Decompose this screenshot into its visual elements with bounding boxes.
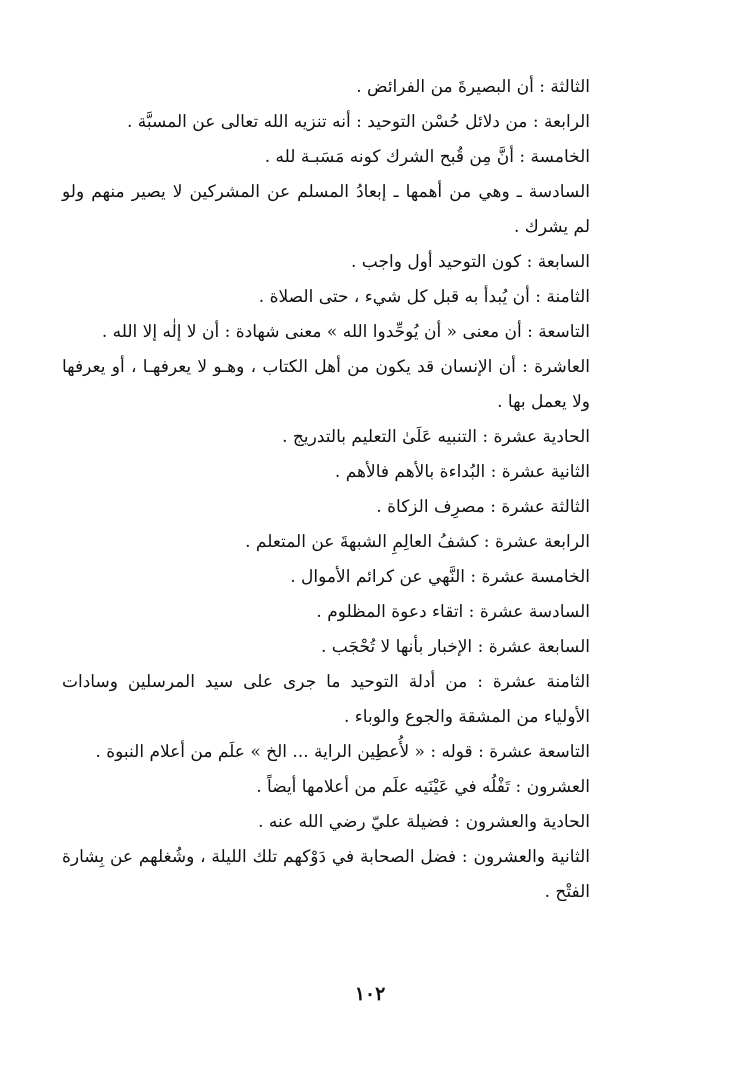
issue-item: السابعة عشرة : الإخبار بأنها لا تُحْجَب . (320, 637, 590, 657)
issue-item: الثالثة عشرة : مصرِف الزكاة . (376, 497, 590, 517)
issue-item: التاسعة عشرة : قوله : « لأُعطِين الراية ... الخ » علَم من أعلام النبوة . (95, 742, 590, 762)
issue-item: السادسة ـ وهي من أهمها ـ إبعادُ المسلم عن المشركين لا يصير منهم ولو لم يشرك . (62, 182, 590, 237)
issue-item: الخامسة : أنَّ مِن قُبح الشرك كونه مَسَبـة لله . (264, 147, 590, 167)
issue-item: الثانية عشرة : البُداءة بالأهم فالأهم . (334, 462, 590, 482)
issue-item: الثامنة : أن يُبدأ به قبل كل شيء ، حتى الصلاة . (258, 287, 590, 307)
issue-item: الثامنة عشرة : من أدلة التوحيد ما جرى على سيد المرسلين وسادات الأولياء من المشقة والجوع والوباء . (62, 672, 590, 727)
issue-item: الرابعة عشرة : كشفُ العالِمِ الشبهةَ عن المتعلم . (245, 532, 590, 552)
issue-item: الرابعة : من دلائل حُسْن التوحيد : أنه تنزيه الله تعالى عن المسبَّة . (126, 112, 590, 132)
issue-item: العاشرة : أن الإنسان قد يكون من أهل الكتاب ، وهـو لا يعرفهـا ، أو يعرفها ولا يعمل بها . (62, 357, 590, 412)
issue-item: الحادية والعشرون : فضيلة عليّ رضي الله عنه . (258, 812, 590, 832)
issue-item: الحادية عشرة : التنبيه عَلَىٰ التعليم بالتدريج . (282, 427, 590, 447)
issue-item: السابعة : كون التوحيد أول واجب . (350, 252, 590, 272)
issue-item: التاسعة : أن معنى « أن يُوحِّدوا الله » معنى شهادة : أن لا إلٰه إلا الله . (101, 322, 590, 342)
issue-item: السادسة عشرة : اتقاء دعوة المظلوم . (316, 602, 590, 622)
issue-item: العشرون : تَفْلُه في عَيْنَيه علَم من أعلامها أيضاً . (256, 777, 590, 797)
issue-item: الثانية والعشرون : فضل الصحابة في دَوْكهم تلك الليلة ، وشُغلهم عن بِشارة الفتْح . (62, 847, 590, 902)
page-number: ١٠٢ (354, 983, 386, 1005)
issue-item: الخامسة عشرة : النَّهي عن كرائم الأموال . (290, 567, 590, 587)
issues-list (62, 70, 590, 910)
issue-item: الثالثة : أن البصيرةَ من الفرائض . (356, 77, 590, 97)
